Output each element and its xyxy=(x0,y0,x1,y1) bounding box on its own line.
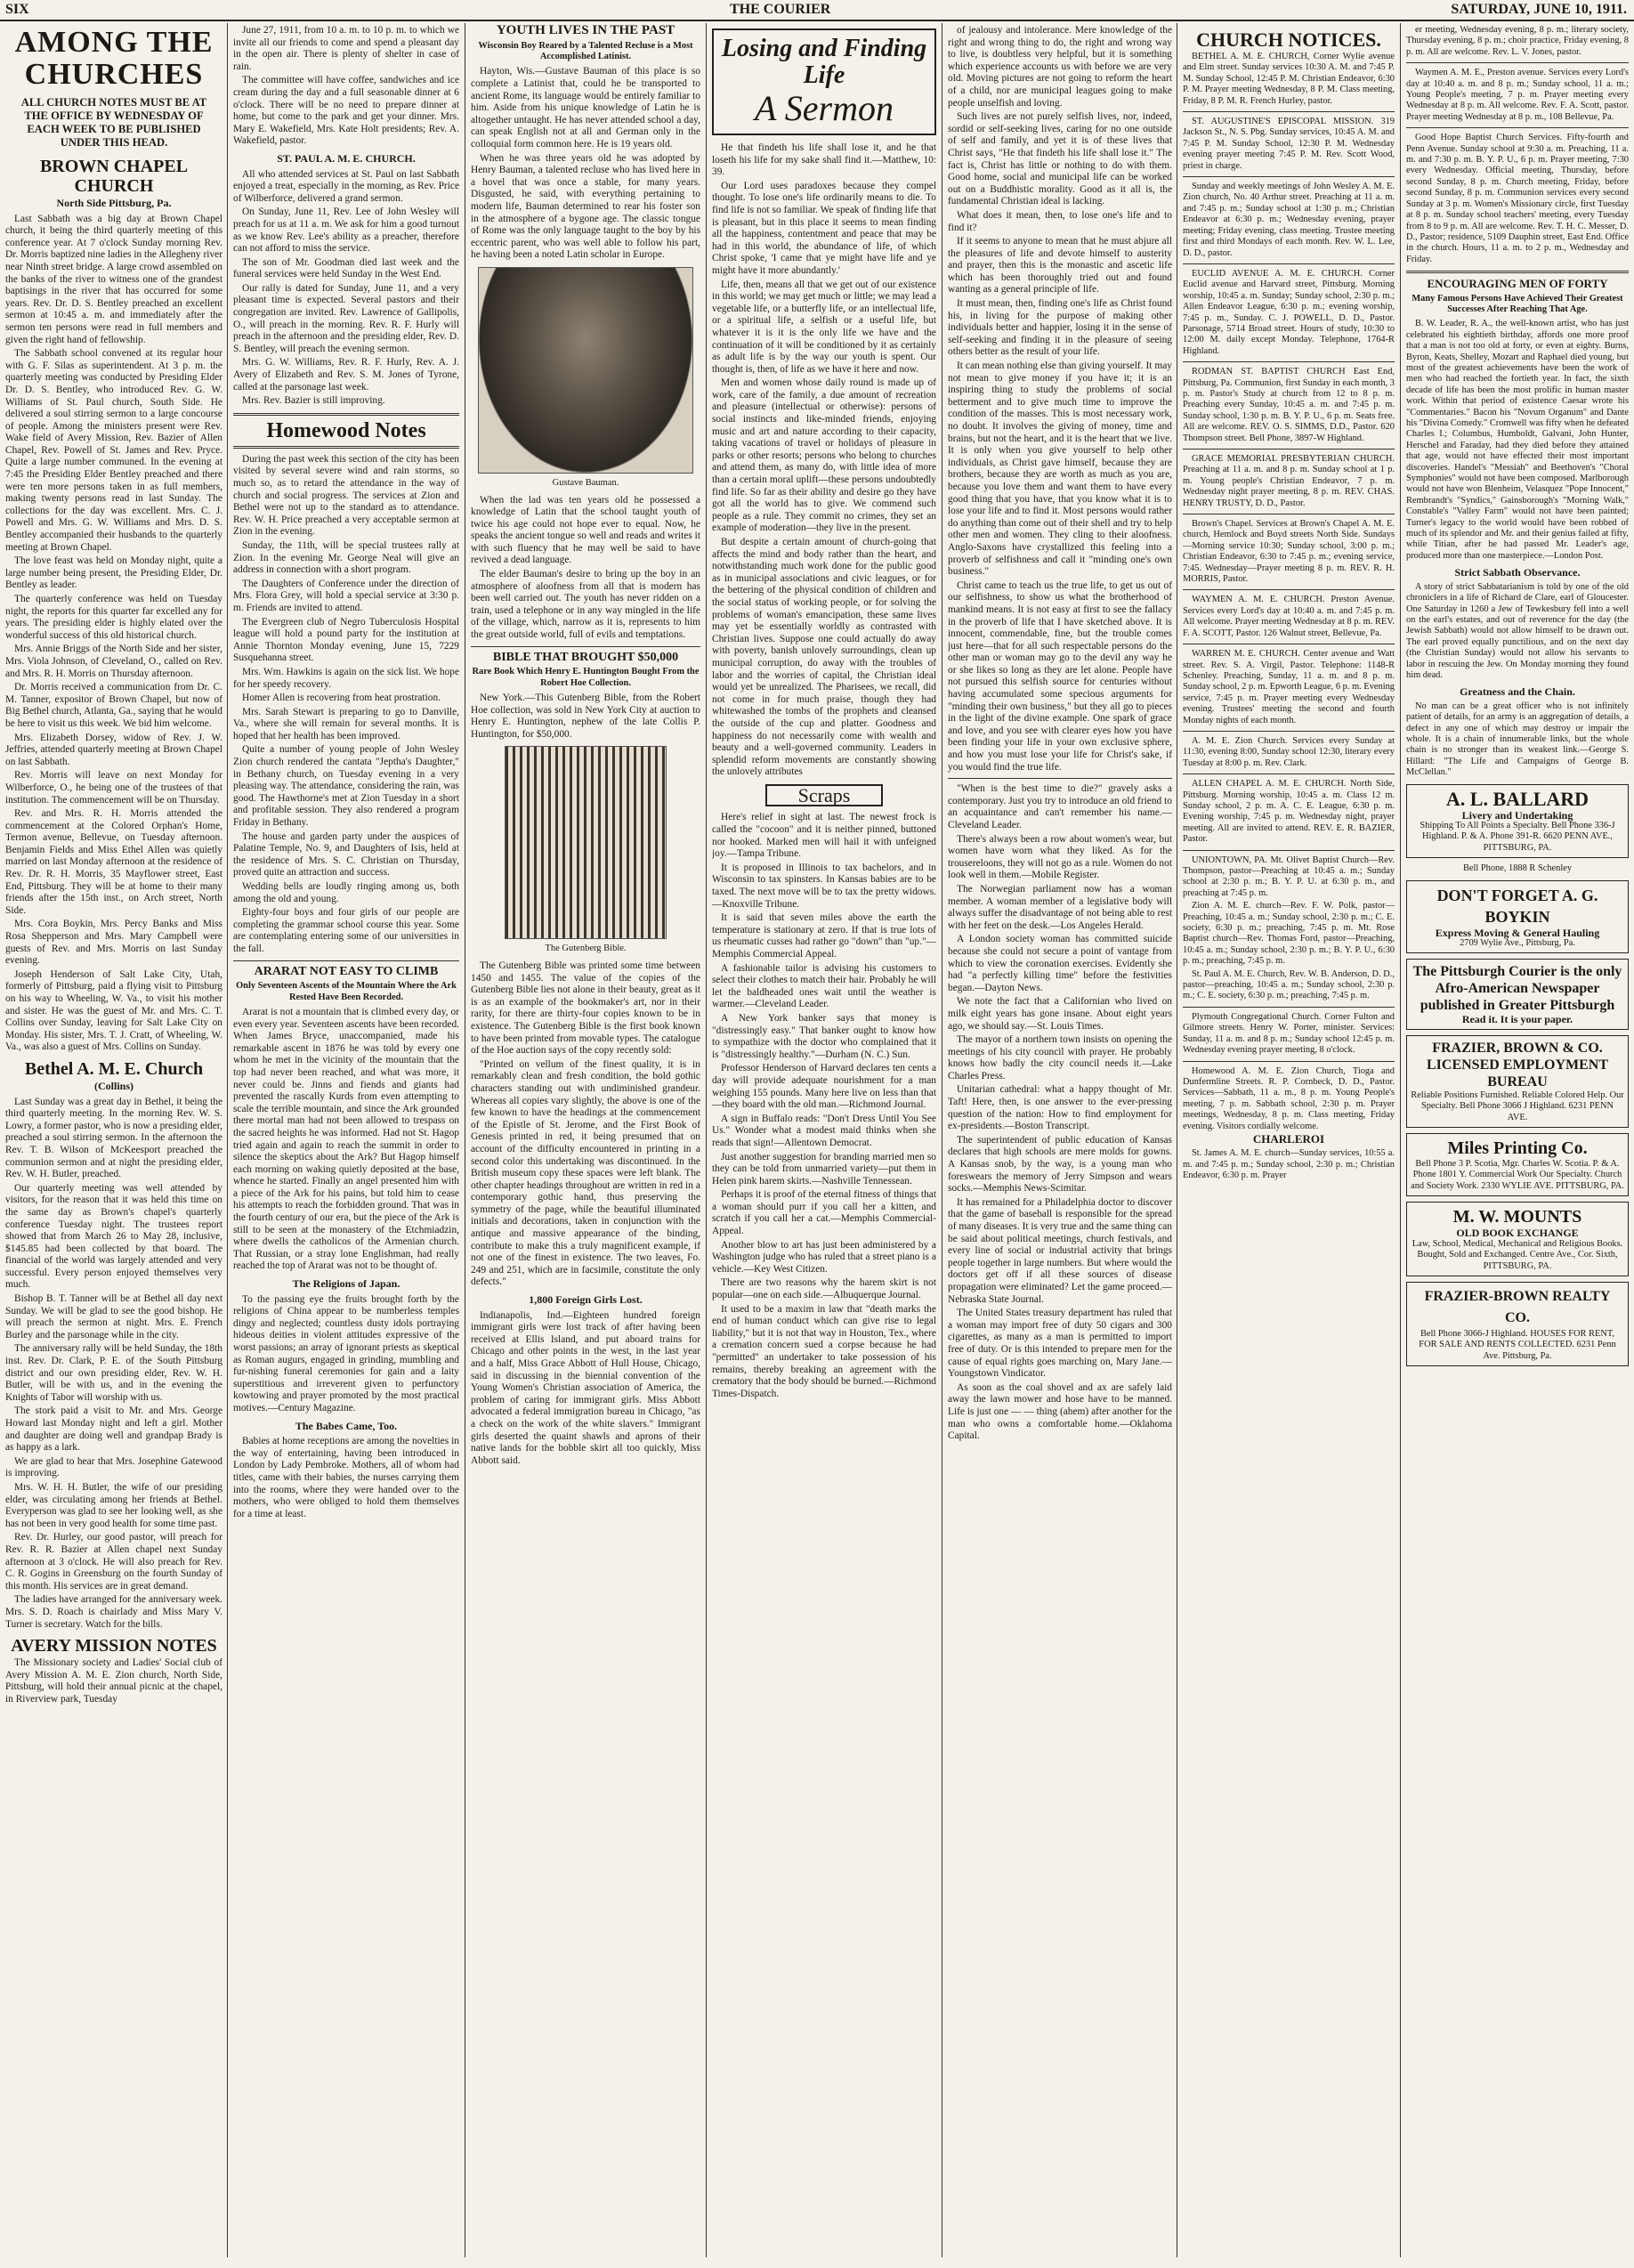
article-paragraph: The love feast was held on Monday night, quite a large number being present, the Presiding Elder, Dr. Bentley as leader. xyxy=(5,555,222,591)
article-paragraph: Mrs. Annie Briggs of the North Side and her sister, Mrs. Viola Johnson, of Cleveland, O., called on Rev. and Mrs. R. H. Morris on Thursday afternoon. xyxy=(5,644,222,679)
divider xyxy=(233,413,459,416)
divider xyxy=(1183,1061,1395,1062)
ad-text: Law, School, Medical, Mechanical and Religious Books. Bought, Sold and Exchanged. Centre Ave., Cor. Sixth, PITTSBURG, PA. xyxy=(1412,1238,1623,1271)
column-rule xyxy=(706,23,707,2257)
article-paragraph: Rev. Morris will leave on next Monday for Wilberforce, O., he being one of the trustees of that institution. The commencement will be on Thursday. xyxy=(5,770,222,806)
column-5 xyxy=(948,25,1172,2250)
page-number: SIX xyxy=(5,2,29,17)
divider xyxy=(1183,850,1395,851)
realty-ad xyxy=(1406,1282,1629,1366)
church-listing: St. James A. M. E. church—Sunday services, 10:55 a. m. and 7:45 p. m.; Sunday school, 2:30 p. m.; Christian Endeavor, 6:30 p. m. Prayer xyxy=(1183,1148,1395,1181)
church-listing: Zion A. M. E. church—Rev. F. W. Polk, pastor—Preaching, 10:45 a. m.; Sunday school, 2:30 p. m.; C. E. society, 6:30 p. m.; preaching, 7:45 p. m. Mt. Rose Baptist church—Rev. Thomas Ford, pastor—Preaching, 10:45 a. m.; Sunday school, 2:30 p. m.; B. Y. P. U., 6:30 p. m.; preaching, 7:45 p. m. xyxy=(1183,901,1395,967)
divider xyxy=(1183,361,1395,362)
church-listing: RODMAN ST. BAPTIST CHURCH East End, Pittsburg, Pa. Communion, first Sunday in each month, 3 p. m. Pastor's Study at church from 12 to 8 p. m. Preaching every Sunday, 10:45 a. m. and 7:45 p. m. Sunday school, 1:30 p. m. B. Y. P. U., 6 p. m. Seats free. All are welcome. REV. O. S. SIMMS, D.D., Pastor. 620 Thompson street. Bell Phone, 3897-W Highland. xyxy=(1183,367,1395,443)
ad-title: The Pittsburgh Courier is the only Afro-American Newspaper published in Greater Pittsburgh xyxy=(1412,964,1622,1014)
scrap-item: A London society woman has committed suicide because she could not secure a point of vantage from which to view the coronation exercises. Evidently she had "a perfectly killing time" before the festivities began.—Dayton News. xyxy=(948,934,1172,993)
frazier-brown-ad xyxy=(1406,1035,1629,1128)
charleroi-heading: CHARLEROI xyxy=(1252,1131,1325,1146)
paper-name: THE COURIER xyxy=(730,2,831,17)
ad-text: Bell Phone 3066-J Highland. HOUSES FOR RENT, FOR SALE AND RENTS COLLECTED. 6231 Penn Ave. Pittsburg, Pa. xyxy=(1419,1328,1616,1361)
divider xyxy=(1183,176,1395,177)
ad-text: Bell Phone 3 P. Scotia, Mgr. Charles W. Scotia. P. & A. Phone 1801 Y. Commercial Work Our Specialty. Church and Society Work. 2330 WYLIE AVE. PITTSBURG, PA. xyxy=(1411,1159,1624,1191)
article-paragraph: It must mean, then, finding one's life as Christ found his, in living for the purpose of making other individuals better and happier, losing it in the sense of self-seeking and finding it in the pleasure of seeing others better as the result of your life. xyxy=(948,298,1172,358)
column-4 xyxy=(712,25,936,2250)
ad-title: Miles Printing Co. xyxy=(1447,1138,1588,1159)
church-listing: BETHEL A. M. E. CHURCH, Corner Wylie avenue and Elm street. Sunday services 10:30 A. M. and 7:45 P. M. Sunday School, 12:45 P. M. Christian Endeavor, 6:30 P. M. Prayer meeting Wednesday, 8 P. M. Class meeting, Friday, 8 P. M. R. French Hurley, pastor. xyxy=(1183,52,1395,106)
section-title: AMONG THE CHURCHES xyxy=(14,26,214,91)
article-paragraph: The ladies have arranged for the anniversary week. Mrs. S. D. Roach is chairlady and Miss Mary V. Turner is secretary. Watch for the bills. xyxy=(5,1594,222,1630)
article-paragraph: Wedding bells are loudly ringing among us, both among the old and young. xyxy=(233,881,459,904)
scrap-item: Professor Henderson of Harvard declares ten cents a day will provide adequate nourishment for a man weighing 155 pounds. Many here live on less than that—they board with the old man.—Richmond Journal. xyxy=(712,1063,936,1111)
homewood-heading: Homewood Notes xyxy=(266,418,426,442)
scraps-heading: Scraps xyxy=(765,784,883,807)
divider xyxy=(1406,127,1629,128)
sermon-title: Losing and Finding Life xyxy=(721,35,927,89)
avery-mission-heading: AVERY MISSION NOTES xyxy=(11,1636,217,1656)
article-paragraph: Hayton, Wis.—Gustave Bauman of this place is so complete a Latinist that, could he be transported to ancient Rome, its language would be entirely familiar to him. Aside from his unique knowledge of Latin he is altogether untaught. He has never attended school a day, can speak English not at all and German only in the colloquial form common here. He is 19 years old. xyxy=(471,66,700,150)
gutenberg-bible-image xyxy=(505,746,667,939)
column-2 xyxy=(233,25,459,2250)
ararat-subheading: Only Seventeen Ascents of the Mountain Where the Ark Rested Have Been Recorded. xyxy=(236,981,457,1002)
st-paul-heading: ST. PAUL A. M. E. CHURCH. xyxy=(277,151,416,165)
article-paragraph: The Daughters of Conference under the direction of Mrs. Flora Grey, will hold a special service at 3:30 p. m. Friends are invited to attend. xyxy=(233,578,459,613)
ad-tagline: Read it. It is your paper. xyxy=(1461,1013,1573,1026)
church-listing: Waymen A. M. E., Preston avenue. Services every Lord's day at 10:40 a. m. and 8 p. m.; Sunday school, 11 a. m.; Young People's meeting, 7 p. m. Prayer meeting every Wednesday at 8 p. m. All welcome. Rev. F. A. Scott, pastor. Prayer meeting Wednesday at 8 p. m., 108 Bellevue, Pa. xyxy=(1406,68,1629,122)
scrap-item: Here's relief in sight at last. The newest frock is called the "cocoon" and it is neither pinned, buttoned nor hooked. Marked men will hail it with unfeigned joy.—Tampa Tribune. xyxy=(712,812,936,860)
mounts-ad xyxy=(1406,1202,1629,1276)
article-paragraph: Mrs. Sarah Stewart is preparing to go to Danville, Va., where she will remain for several months. It is hoped that her health has been improved. xyxy=(233,706,459,741)
youth-subheading: Wisconsin Boy Reared by a Talented Recluse is a Most Accomplished Latinist. xyxy=(478,40,693,61)
article-paragraph: The Gutenberg Bible was printed some time between 1450 and 1455. The value of the copies of the Gutenberg Bible lies not alone in their beauty, great as it is as an example of the bookmaker's art, nor in their rarity, for there are thirty-four copies known to be in existence. The Gutenberg Bible is the first book known to have been printed from movable types. The catalogue of the Hoe auction says of the copy recently sold: xyxy=(471,960,700,1057)
article-paragraph: Last Sabbath was a big day at Brown Chapel church, it being the third quarterly meeting of this conference year. At 7 o'clock Sunday morning Rev. Dr. Morris baptized nine ladies in the Allegheny river near Ninth street bridge. A large crowd assembled on the banks of the river to witness one of the grandest baptisings in the river that has occurred for some years. Rev. Dr. D. S. Bentley preached an excellent sermon at 10:45 a. m. and immediately after the sermon ten persons were read in full members and given the right hand of fellowship. xyxy=(5,213,222,345)
article-paragraph: The quarterly conference was held on Tuesday night, the reports for this quarter far excelled any for years. The presiding elder is highly elated over the wonderful success of this old historical church. xyxy=(5,594,222,641)
ad-title: FRAZIER-BROWN REALTY CO. xyxy=(1424,1288,1611,1325)
scrap-item: Perhaps it is proof of the eternal fitness of things that a woman should purr if you call her a kitten, and scratch if you call her a cat.—Memphis Commercial-Appeal. xyxy=(712,1189,936,1237)
ballard-ad xyxy=(1406,784,1629,859)
article-paragraph: But despite a certain amount of church-going that affects the mind and body rather than the heart, and notwithstanding much work done for the public good as in municipal associations and civic leagues, or for the bettering of the physical condition of children and the social status of working people, or for solving the problems of woman's emancipation, these same lives may yet be essentially worldly as contrasted with Christian lives. Suppose one could actually do away with poverty, banish unlovely surroundings, clean up municipal corruption, do away with the troubles of labor and the worries of capital, the Christian ideal would yet be unrealized. The Pharisees, we recall, did not come in for much praise, though they had whitewashed the tombs of the prophets and cleansed the outside of the cup and platter. Goodness and happiness do not necessarily come with wealth and beauty and a well-governed community. Leaders in splendid reform movements are constantly showing the unlovely attributes xyxy=(712,537,936,778)
scrap-item: A New York banker says that money is "distressingly easy." That banker ought to know how to sympathize with the doctor who complained that it is "distressingly healthy."—Durham (N. C.) Sun. xyxy=(712,1012,936,1060)
divider xyxy=(1183,111,1395,112)
article-paragraph: Our quarterly meeting was well attended by visitors, for the reason that it was held this time on the same day as Brown's chapel's quarterly conference Tuesday night. The trustees report showed that from March 26 to May 28, inclusive, $145.85 had been collected by that board. The financial of the world was largely attended and very successful. Every person enjoyed themselves very much. xyxy=(5,1182,222,1291)
article-paragraph: Babies at home receptions are among the novelties in the way of entertaining, having been introduced in London by Lady Pembroke. Mothers, all of whom had titles, came with their babies, the nurses carrying them into the rooms, where they were handed over to the mothers, who were obliged to hold them themselves for a time at least. xyxy=(233,1436,459,1519)
bethel-heading: Bethel A. M. E. Church xyxy=(24,1058,204,1079)
church-listing: ST. AUGUSTINE'S EPISCOPAL MISSION. 319 Jackson St., N. S. Pbg. Sunday services, 10:45 A. M. and 7:45 P. M. Sunday School, 12:30 P. M. Wednesday evening prayer meeting 7:45 P. M. Rev. Scott Wood, priest in charge. xyxy=(1183,117,1395,171)
youth-heading: YOUTH LIVES IN THE PAST xyxy=(496,25,675,37)
article-paragraph: The Missionary society and Ladies' Social club of Avery Mission A. M. E. Zion church, North Side, Pittsburg, will hold their annual picnic at the chapel, in Riverview park, Tuesday xyxy=(5,1657,222,1705)
ad-title: DON'T FORGET A. G. BOYKIN xyxy=(1436,886,1598,926)
ad-phone: Bell Phone, 1888 R Schenley xyxy=(1462,863,1573,874)
church-listing: Plymouth Congregational Church. Corner Fulton and Gilmore streets. Henry W. Porter, minister. Services: Sunday, 11 a. m. and 8 p. m.; Sunday school 12:45 p. m. Wednesday evening prayer meeting, 8 o'clock. xyxy=(1183,1011,1395,1056)
scrap-item: Unitarian cathedral: what a happy thought of Mr. Taft! Here, then, is one answer to the ever-pressing question of the nation: How to find employment for ex-presidents.—Boston Transcript. xyxy=(948,1084,1172,1132)
article-paragraph: What does it mean, then, to lose one's life and to find it? xyxy=(948,209,1172,233)
article-paragraph: Indianapolis, Ind.—Eighteen hundred foreign immigrant girls were lost track of after having been received at Ellis Island, and put aboard trains for Chicago and other points in the west, in the last year and a half, Miss Grace Abbott of Hull House, Chicago, said in discussing in the biennial convention of the Young Women's Christian association of America, the problem of caring for immigrant girls. Miss Abbott advocated a federal immigration bureau in Chicago, "as a check on the work of the white slavers." Immigrant girls deserted the quaint shawls and aprons of their native lands for the bobble skirt all too quickly, Miss Abbott said. xyxy=(471,1309,700,1466)
article-paragraph: Ararat is not a mountain that is climbed every day, or even every year. Seventeen ascents have been recorded. When James Bryce, unaccompanied, made his remarkable ascent in 1876 he was told by every one whom he met in the vicinity of the mountain that the top had never been reached, and what was more, it never could be. Jinns and fiends and giants had prevented the rascally Kurds from even attempting to scale the terrible mountain, and since the Ark grounded there mortal man had not been allowed to trespass on the sacred heights he was informed. Had not St. Hagop tried again and again to reach the summit in order to silence the skeptics about the Ark? But Hagop himself each morning on waking quietly deposited at the base, whence he started. Finally an angel presented him with a piece of the Ark for his pains, but told him to cease his attempts to reach the forbidden ground. That was in the fourth century of our era, but the piece of the Ark is still to be seen at the monastery of the Etchmiadzin, where dwells the catholicos of the Armenian church. That Russian, or a stray lone Englishman, had really reached the top of Ararat was not to be thought of. xyxy=(233,1006,459,1272)
church-listing: St. Paul A. M. E. Church, Rev. W. B. Anderson, D. D., pastor—preaching, 10:45 a. m.; Sunday school, 2:30 p. m.; C. E. society, 6:30 p. m.; preaching, 7:45 p. m. xyxy=(1183,968,1395,1001)
article-paragraph: When the lad was ten years old he possessed a knowledge of Latin that the school taught youth of twice his age could not hope ever to equal. Now, he speaks the ancient tongue so well and reads and writes it with such fluency that he may well be said to have revived a dead language. xyxy=(471,494,700,566)
divider xyxy=(1406,271,1629,273)
article-paragraph: No man can be a great officer who is not infinitely patient of details, for an army is an aggregation of details, a defect in any one of which may destroy or impair the whole. It is a chain of innumerable links, but the whole chain is no stronger than its weakest link.—George S. Hillard: "The Life and Campaigns of George B. McClellan." xyxy=(1406,701,1629,778)
column-rule xyxy=(227,23,228,2257)
scrap-item: The superintendent of public education of Kansas declares that high schools are mere molds for gowns. A Kansas snob, by the way, is a young man who foreswears the memory of Jerry Simpson and wears socks.—Memphis News-Scimitar. xyxy=(948,1134,1172,1195)
brown-chapel-subheading: North Side Pittsburg, Pa. xyxy=(56,197,172,209)
article-paragraph: Mrs. G. W. Williams, Rev. R. F. Hurly, Rev. A. J. Avery of Elizabeth and Rev. S. M. Jones of Tyrone, called at the parsonage last week. xyxy=(233,357,459,393)
sermon-title-box xyxy=(712,28,936,135)
men-of-forty-heading: ENCOURAGING MEN OF FORTY xyxy=(1427,277,1608,291)
article-paragraph: Eighty-four boys and four girls of our people are completing the grammar school course this year. Some are contemplating entering some of our universities in the fall. xyxy=(233,907,459,954)
article-paragraph: When he was three years old he was adopted by Henry Bauman, a talented recluse who has lived here in a hovel that was once a stable, for many years. Disgusted, he said, with everything pertaining to modern life, Bauman determined to rear his foster son in the atmosphere of a bygone age. The classic tongue of Rome was the only language taught to the boy by his eccentric parent, who was well able to follow his part, he having been a noted Latin scholar in Europe. xyxy=(471,152,700,261)
japan-heading: The Religions of Japan. xyxy=(292,1277,400,1291)
article-paragraph: of jealousy and intolerance. Mere knowledge of the right and wrong thing to do, the right and wrong way to live, is doubtless very helpful, but it is something which experience accounts us with before we are very old. Moving pictures are not going to reform the heart of a child, nor are municipal leagues going to make people unselfish and loving. xyxy=(948,25,1172,109)
ararat-heading: ARARAT NOT EASY TO CLIMB xyxy=(254,964,439,978)
article-paragraph: Sunday, the 11th, will be special trustees rally at Zion. In the evening Mr. George Neal will give an address in connection with a short program. xyxy=(233,539,459,576)
church-notices-heading: CHURCH NOTICES. xyxy=(1196,28,1381,51)
divider xyxy=(1183,731,1395,732)
article-paragraph: Such lives are not purely selfish lives, nor, indeed, sordid or self-seeking lives, caring for no one outside of self and family, and yet it is of these lives that Christ says, "He that findeth his life shall lose it." The fact is, Christ has little or nothing to do with them. Good home, social and municipal life can be worked out on a Buddhistic morality. Good as it all is, the fundamental Christian ideal is lacking. xyxy=(948,111,1172,207)
column-1 xyxy=(5,25,222,2250)
divider xyxy=(1183,263,1395,264)
article-paragraph: "Printed on vellum of the finest quality, it is in remarkably clean and fresh condition, the bold gothic characters standing out with undiminished grandeur. Whereas all copies vary slightly, the above is one of the few known to have the headings at the commencement of the Epistle of St. Jerome, and the First Book of Genesis printed in red, it being presumed that on account of the difficulty encountered in printing in a second color this undertaking was discontinued. In the British museum copy these spaces were left blank. The other chapter headings throughout are written in red in a contemporary gothic hand, thus preserving the symmetry of the page, while the beautiful illuminated initials and decorations, taken in conjunction with the antique and massive appearance of the binding, contribute to make this a truly magnificent example, if not one of the finest in existence. The two leaves, Fo. 249 and 251, which are in facsimile, constitute the only defects." xyxy=(471,1058,700,1288)
masthead xyxy=(0,0,1634,21)
article-paragraph: June 27, 1911, from 10 a. m. to 10 p. m. to which we invite all our friends to come and spend a pleasant day in the open air. There is plenty of shelter in case of rain. xyxy=(233,25,459,72)
divider xyxy=(1183,449,1395,450)
article-paragraph: Our rally is dated for Sunday, June 11, and a very pleasant time is expected. Several pastors and their congregation are invited. Rev. Lawrence of Gallipolis, O., will preach in the morning. Rev. R. F. Hurly will preach in the afternoon and the presiding elder, Rev. D. S. Bentley, will preach the evening sermon. xyxy=(233,282,459,354)
bible-heading: BIBLE THAT BROUGHT $50,000 xyxy=(492,650,679,664)
article-paragraph: Bishop B. T. Tanner will be at Bethel all day next Sunday. We will be glad to see the good bishop. He will preach the sermon at night. Mrs. E. French Burley and the parsonage while in the city. xyxy=(5,1293,222,1341)
church-listing: UNIONTOWN, PA. Mt. Olivet Baptist Church—Rev. Thompson, pastor—Preaching at 10:45 a. m.; Sunday school at 2:30 p. m.; B. Y. P. U. at 6:30 p. m., and preaching at 7:45 p. m. xyxy=(1183,855,1395,898)
scrap-item: There's always been a row about women's wear, but women have worn what they liked. As for the trousereloons, they will not go as a rule. Women do not look well in them.—Mobile Register. xyxy=(948,833,1172,881)
scrap-item: There are two reasons why the harem skirt is not popular—one on each side.—Albuquerque Journal. xyxy=(712,1277,936,1301)
article-paragraph: The committee will have coffee, sandwiches and ice cream during the day and a full seasonable dinner at 6 o'clock. There will be no need to prepare dinner at home, but come to the park and get your dinner. Mrs. Mary E. Wakefield, Mrs. Kate Holt presidents; Rev. A. Wakefield, pastor. xyxy=(233,75,459,147)
church-listing: WARREN M. E. CHURCH. Center avenue and Watt street. Rev. S. A. Virgil, Pastor. Telephone: 1148-R Schenley. Preaching, Sunday, 11 a. m. and 8 p. m. Sunday school, 2 p. m. Epworth League, 6 p. m. Evening service, 7:45 p. m. Prayer meeting every Wednesday evening. Trustees' meeting the second and fourth Monday nights of each month. xyxy=(1183,649,1395,725)
church-listing: EUCLID AVENUE A. M. E. CHURCH. Corner Euclid avenue and Harvard street, Pittsburg. Morning worship, 10:45 a. m. Sunday; Sunday school, 2:30 p. m.; Allen Endeavor League, 6:30 p. m.; evening worship, 7:45 p. m., Sunday. C. J. POWELL, D. D., Pastor. Parsonage, 5714 Broad street. Hours of study, 10:30 to 12:00 M. daily except Monday. Telephone, 1764-R Highland. xyxy=(1183,268,1395,356)
article-paragraph: Rev. Dr. Hurley, our good pastor, will preach for Rev. R. R. Bazier at Allen chapel next Sunday afternoon at 3 o'clock. He will also preach for Rev. C. R. Gogins in Greensburg on the fourth Sunday of this month. His services are in great demand. xyxy=(5,1532,222,1592)
girls-heading: 1,800 Foreign Girls Lost. xyxy=(529,1293,643,1307)
church-listing: GRACE MEMORIAL PRESBYTERIAN CHURCH. Preaching at 11 a. m. and 8 p. m. Sunday school at 1 p. m. Young people's Christian Endeavor, 7 p. m. Wednesday night prayer meeting, 8 p. m. REV. CHAS. HENRY TRUSTY, D. D., Pastor. xyxy=(1183,454,1395,508)
article-paragraph: The anniversary rally will be held Sunday, the 18th inst. Rev. Dr. Clark, P. E. of the South Pittsburg district and our own presiding elder, Rev. W. H. Butler, will be with us, and in the evening the Knights of Tabor will worship with us. xyxy=(5,1343,222,1403)
article-paragraph: Quite a number of young people of John Wesley Zion church rendered the cantata "Jeptha's Daughter," in Bethany church, on Tuesday evening in a very pleasing way. The attendance, considering the rain, was good. The Hawthorne's met at Zion Tuesday in a short and profitable session. They also rendered a program Friday in Bethany. xyxy=(233,744,459,829)
article-paragraph: B. W. Leader, R. A., the well-known artist, who has just celebrated his eightieth birthday, affords one more proof that a man is not too old at forty, or even at eighty. Burns, Byron, Keats, Shelley, Mozart and Raphael died young, but most of the greatest achievements have been the work of men who had reached the fortieth year. In fact, the sixth decade of life has been the most prolific in human master work. Within that period of existence Caesar wrote his "Commentaries." Bacon his "Novum Organum" and Dante his "Divina Comedy." Cromwell was fifty when he defeated Charles I.; Columbus, Humboldt, Galvani, John Hunter, Herschel and Faraday, had they died before they attained that age, would not have effected their most important discoveries. Handel's "Messiah" and Beethoven's "Choral Symphonies" would not have been composed. Marlborough would not have won Blenheim, Velasquez "Pope Innocent," Rembrandt's "Syndics," Gainsborough's "Morning Walk," Constable's "Valley Farm" would not have been painted; Turner's legacy to the world would have been robbed of much of its splendor and Mr. and their genius failed at fifty, while Titian, after he had passed Mr. Leader's age, produced more than one masterpiece.—London Post. xyxy=(1406,319,1629,561)
column-rule xyxy=(1400,23,1401,2257)
divider xyxy=(233,960,459,961)
scrap-item: As soon as the coal shovel and ax are safely laid away the lawn mower and hose have to be manned. Life is just one — — thing (ahem) after another for the man who owns a comfortable home.—Oklahoma Capital. xyxy=(948,1381,1172,1442)
church-listing: A. M. E. Zion Church. Services every Sunday at 11:30, evening 8:00, Sunday school 12:30, literary every Tuesday at 8:00 p. m. Rev. Clark. xyxy=(1183,735,1395,768)
courier-ad xyxy=(1406,959,1629,1029)
article-paragraph: Christ came to teach us the true life, to get us out of our selfishness, to show us what the brotherhood of mankind means. It is not easy at first to see the fallacy in the proverb of life that I have sketched above. It is innocent, commendable, fine, but the trouble comes just here—that for all such respectable persons do the other man or woman may go to the devil any way he or she likes so long as they are let alone. People have not pursued this selfish source for centuries without having accumulated some specious arguments for "minding their own business," but they all go to pieces in the light of the divine example. One spark of grace and love, and you see with clearer eyes how you have been finding your life in your own exclusive sphere, and how you must lose your life for Christ's sake, if you would find the true life. xyxy=(948,579,1172,773)
church-listing: Brown's Chapel. Services at Brown's Chapel A. M. E. church, Hemlock and Boyd streets North Side. Sundays—Morning service 10:30; Sunday school, 3:00 p. m.; Christian Endeavor, 6:30 to 7:45 p. m.; evening service, 7:45. Wednesday—Prayer meeting 8 p. m. REV. R. H. MORRIS, Pastor. xyxy=(1183,519,1395,585)
article-paragraph: During the past week this section of the city has been visited by several severe wind and rain storms, so much so, as to retard the attendance in the way of church and social progress. The services at Zion and Bethel were not up to the standard as to attendance. Rev. W. H. Price preached a very acceptable sermon at Zion in the evening. xyxy=(233,453,459,538)
divider xyxy=(1183,1007,1395,1008)
bible-subheading: Rare Book Which Henry E. Huntington Bought From the Robert Hoe Collection. xyxy=(472,667,700,688)
ad-text: Reliable Positions Furnished. Reliable Colored Help. Our Specialty. Bell Phone 3066 J Highland. 6231 PENN AVE. xyxy=(1411,1089,1624,1122)
ad-tagline: Livery and Undertaking xyxy=(1461,808,1573,822)
article-paragraph: Dr. Morris received a communication from Dr. C. M. Tanner, expositor of Brown Chapel, but now of Big Bethel church, Atlanta, Ga., saying that he would be here to visit us this week. We bid him welcome. xyxy=(5,682,222,729)
men-of-forty-subheading: Many Famous Persons Have Achieved Their Greatest Successes After Reaching That Age. xyxy=(1412,293,1623,314)
scrap-item: We note the fact that a Californian who lived on milk eight years has gone insane. About eight years ago, we should say.—St. Louis Times. xyxy=(948,996,1172,1032)
portrait-image xyxy=(478,267,693,474)
ad-text: 2709 Wylie Ave., Pittsburg, Pa. xyxy=(1460,938,1575,949)
article-paragraph: On Sunday, June 11, Rev. Lee of John Wesley will preach for us at 11 a. m. We ask for him a good turnout as we know Rev. Lee's ability as a preacher, therefore can not afford to miss the service. xyxy=(233,207,459,255)
divider xyxy=(233,446,459,449)
portrait-caption: Gustave Bauman. xyxy=(552,477,619,488)
article-paragraph: Life, then, means all that we get out of our existence in this world; we may get much or little; we may lead a vegetable life, or a butterfly life, or an intellectual life, or a spiritual life, a selfish or a useful life, but whatever it is it is the only life we have and the continuation of it will be conditioned by it as certainly as adult life is by the way our youth is spent. Our thought is, then, of life as we have it here and now. xyxy=(712,279,936,375)
bethel-subheading: (Collins) xyxy=(93,1079,133,1092)
church-listing: er meeting, Wednesday evening, 8 p. m.; literary society, Thursday evening, 8 p. m.; choir practice, Friday evening, 8 p. m. All are welcome. Rev. L. V. Jones, pastor. xyxy=(1406,25,1629,57)
scrap-item: The Norwegian parliament now has a woman member. A woman member of a legislative body will always suffer the disadvantage of not being able to rest with her feet on the desk.—Los Angeles Herald. xyxy=(948,883,1172,931)
article-paragraph: To the passing eye the fruits brought forth by the religions of China appear to be numberless temples dingy and neglected; countless dusty idols portraying hideous deities in violent attitudes expressive of the worst passions; an array of ignorant priests as skeptical as Roman augurs, engaged in grinding, mumbling and fur-nishing funeral ceremonies for gain and a laity superstitious and irreverent given to perfunctory kowtowing and prayer promoted by the most practical motives.—Century Magazine. xyxy=(233,1293,459,1413)
ad-title: M. W. MOUNTS xyxy=(1452,1207,1582,1227)
article-paragraph: It can mean nothing else than giving yourself. It may not mean to give money if you have it; it is an inspiring thing to study the problems of social betterment and to give much time to improve the condition of the masses. This is most necessary work, no doubt. It involves the giving of money, time and brains, but not the heart, and it is the heart that we live. It is only when you give yourself to help other individuals, as Christ gave himself, because they are brothers, because they are worth as much as you are, because you love them and want them to have every good thing that you have, that you know what it is to lose your life and to find it. Most persons would rather do anything than come out of their shell and try to help other men and women. They cling to their aloofness. Anglo-Saxons have crystallized this feeling into a proverb of selfishness and call it "minding one's own business." xyxy=(948,360,1172,578)
article-paragraph: Mrs. Wm. Hawkins is again on the sick list. We hope for her speedy recovery. xyxy=(233,666,459,690)
church-listing: Good Hope Baptist Church Services. Fifty-fourth and Penn Avenue. Sunday school at 9:30 a. m. Preaching, 11 a. m. and 7:30 p. m. B. Y. P. U., 6 p. m. Prayer meeting, 7:30 every Wednesday. Official meeting, Thursday, before second Sunday, 8 p. m. Church meeting, Friday, before second Sunday, 8 p. m. Communion services every second Sunday at 3 p. m. Women's Missionary circle, first Tuesday at 8 p. m. Sunday school teachers' meeting, every Tuesday from 8 to 9 p. m. All are welcome. Rev. T. H. C. Messer, D. D., Pastor; residence, 5109 Dauphin street, East End. Office in the church. Hours, 11 a. m. to 2 p. m., Wednesday and Friday. xyxy=(1406,133,1629,264)
church-listing: Sunday and weekly meetings of John Wesley A. M. E. Zion church, No. 40 Arthur street. Preaching at 11 a. m. and 7:45 p. m.; Sunday school at 1:30 p. m.; Christian Endeavor at 6:30 p. m.; Wednesday evening, prayer meeting; Friday evening, class meeting. Trustee meeting first and third Mondays of each month. Rev. W. L. Lee, D. D., pastor. xyxy=(1183,182,1395,258)
article-paragraph: The Evergreen club of Negro Tuberculosis Hospital league will hold a pound party for the institution at Annie Thornton Monday evening, June 15, 7229 Susquehanna street. xyxy=(233,616,459,664)
sabbath-heading: Strict Sabbath Observance. xyxy=(1454,566,1581,579)
bible-caption: The Gutenberg Bible. xyxy=(545,944,627,954)
article-paragraph: Joseph Henderson of Salt Lake City, Utah, formerly of Pittsburg, paid a flying visit to Pittsburg on his way to Wheeling, W. Va., to visit his mother and sister. He was the guest of Mr. and Mrs. C. T. Collins over Sunday, leaving for Salt Lake City on Monday. His sister, Mrs. T. J. Cratt, of Wheeling, W. Va., was also a guest of Mrs. Collins on Sunday. xyxy=(5,968,222,1053)
article-paragraph: The house and garden party under the auspices of Palatine Temple, No. 9, and Daughters of Isis, held at the residence of Mrs. S. C. Christian on Thursday, proved quite an attraction and success. xyxy=(233,830,459,879)
church-listing: Homewood A. M. E. Zion Church, Tioga and Dunfermline Streets. R. P. Cornbeck, D. D., Pastor. Services—Sabbath, 11 a. m., 8 p. m. Young People's meeting, 7 p. m. Sabbath school, 2:30 p. m. Prayer meetings, Wednesday, 8 p. m. Class meeting, Friday evening. Visitors cordially welcome. xyxy=(1183,1065,1395,1131)
ad-title: FRAZIER, BROWN & CO. LICENSED EMPLOYMENT BUREAU xyxy=(1426,1040,1609,1089)
issue-date: SATURDAY, JUNE 10, 1911. xyxy=(1451,2,1627,17)
sermon-label: A Sermon xyxy=(755,88,894,128)
column-3 xyxy=(471,25,700,2250)
church-listing: WAYMEN A. M. E. CHURCH. Preston Avenue. Services every Lord's day at 10:40 a. m. and 7:45 p. m. All welcome. Prayer meeting Wednesday at 8 p. m. REV. F. A. SCOTT, Pastor. 126 Walnut street, Bellevue, Pa. xyxy=(1183,595,1395,638)
article-paragraph: All who attended services at St. Paul on last Sabbath enjoyed a treat, especially in the morning, as Rev. Price of Wilberforce, delivered a grand sermon. xyxy=(233,168,459,204)
article-paragraph: Mrs. Elizabeth Dorsey, widow of Rev. J. W. Jeffries, attended quarterly meeting at Brown Chapel on last Sabbath. xyxy=(5,732,222,767)
article-paragraph: The elder Bauman's desire to bring up the boy in an atmosphere of aloofness from all that is modern has been well carried out. The youth has never ridden on a train, used a telephone or in any way mingled in the life of the village, which, narrow as it is, represents to him the great outside world, full of evils and temptations. xyxy=(471,569,700,641)
article-paragraph: Last Sunday was a great day in Bethel, it being the third quarterly meeting. In the morning Rev. W. S. Lowry, a former pastor, who is now a presiding elder, preached a soul stirring sermon. In the afternoon the Rev. T. B. Wilson of McKeesport preached the communion sermon and at night the presiding elder, Rev. W. H. Butler, preached. xyxy=(5,1096,222,1180)
article-paragraph: Our Lord uses paradoxes because they compel thought. To lose one's life ordinarily means to die. To find life is not so familiar. We speak of finding life that is pleasant, but in this place it seems to mean finding all the happiness, contentment and peace that may be had in this world, the abundance of life, of which Christ spoke, 'I came that ye might have life and ye might have it more abundantly.' xyxy=(712,180,936,276)
article-paragraph: The Sabbath school convened at its regular hour with G. F. Silas as superintendent. At 3 p. m. the quarterly meeting was conducted by Presiding Elder Dr. D. S. Bentley, who introduced Rev. G. W. Williams of St. Paul church, South Side. He delivered a soul stirring sermon to a large concourse of people. Among the ministers present were Rev. Wake field of Avery Mission, Rev. Bazier of Allen Chapel, Rev. Powell of St. James and Rev. Pryce. Quite a large number communed. In the evening at 7:45 the Presiding Elder Bentley preached and there were ten more persons taken in as full members, making twenty persons read in last Sunday. The collections for the day was excellent. Mrs. C. J. Powell and Mrs. G. W. Williams and Mrs. D. S. Bentley accompanied their husbands to the quarterly meeting at Brown Chapel. xyxy=(5,348,222,553)
ad-text: Shipping To All Points a Specialty. Bell Phone 336-J Highland. P. & A. Phone 391-R. 6620 PENN AVE., PITTSBURG, PA. xyxy=(1420,821,1615,853)
scrap-item: A fashionable tailor is advising his customers to select their clothes to match their hair. Probably he will let the baldheaded ones wait until the weather is warmer.—Cleveland Leader. xyxy=(712,962,936,1010)
article-paragraph: The stork paid a visit to Mr. and Mrs. George Howard last Monday night and left a girl. Mother and daughter are doing well and grandpap Brady is as happy as a lark. xyxy=(5,1405,222,1454)
article-paragraph: New York.—This Gutenberg Bible, from the Robert Hoe collection, was sold in New York City at auction to Henry E. Huntington, nephew of the late Collis P. Huntington, for $50,000. xyxy=(471,693,700,740)
scrap-item: It used to be a maxim in law that "death marks the end of human conduct which can give rise to legal liability," but it is not that way in Houston, Tex., where a cremation concern sued a corpse because he had "permitted" an undertaker to take possession of his remains, thereby breaking an agreement with the crematory that the body should be burned.—Richmond Times-Dispatch. xyxy=(712,1303,936,1399)
miles-printing-ad xyxy=(1406,1133,1629,1196)
scrap-item: "When is the best time to die?" gravely asks a contemporary. Just you try to introduce an old friend to an acquaintance and can't remember his name.—Cleveland Leader. xyxy=(948,783,1172,830)
scrap-item: Another blow to art has just been administered by a Washington judge who has ruled that a street piano is a vehicle.—Key West Citizen. xyxy=(712,1239,936,1275)
article-paragraph: Mrs. W. H. H. Butler, the wife of our presiding elder, was circulating among her friends at Bethel. Everyperson was glad to see her looking well, as she has not been in very good health for some time past. xyxy=(5,1481,222,1529)
article-paragraph: Men and women whose daily round is made up of work, care of the family, a due amount of recreation and pleasure (intellectual or otherwise): persons of social instincts and like-minded friends, enjoying music and art and nature according to their capacity, taking vacations of travel or holidays of pleasure in parks or other resorts; persons who belong to churches and attend them, as many do, with little idea of more than a certain moral uplift—these persons undoubtedly find life. So far as their ability and desire go they have got all the world has to give. We commend such people as a rule. They commit no crimes, they set an example of moderation—they live in the present. xyxy=(712,377,936,534)
column-6 xyxy=(1183,25,1395,2250)
divider xyxy=(1406,62,1629,63)
article-paragraph: Homer Allen is recovering from heat prostration. xyxy=(242,693,441,704)
scrap-item: A sign in Buffalo reads: "Don't Dress Until You See Us." Wonder what a modest maid thinks when she reads that sign!—Allentown Democrat. xyxy=(712,1113,936,1148)
article-paragraph: We are glad to hear that Mrs. Josephine Gatewood is improving. xyxy=(5,1455,222,1479)
ad-tagline: Express Moving & General Hauling xyxy=(1435,926,1600,939)
scrap-item: Just another suggestion for branding married men so they can be told from unmarried variety—put them in Helen pink harem skirts.—Nashville Tennessean. xyxy=(712,1151,936,1187)
boykin-ad xyxy=(1406,880,1629,954)
brown-chapel-heading: BROWN CHAPEL CHURCH xyxy=(39,157,189,196)
babes-heading: The Babes Came, Too. xyxy=(295,1419,398,1432)
divider xyxy=(948,778,1172,779)
article-paragraph: If it seems to anyone to mean that he must abjure all the pleasures of life and devote himself to austerity and prayer, then this is the monastic and ascetic life which has been thoroughly tried out and found wanting as a general principle of life. xyxy=(948,236,1172,296)
scrap-item: It is proposed in Illinois to tax bachelors, and in Wisconsin to tax spinsters. In Kansas babies are to be taxed. The next move will be to tax the pretty widows.—Knoxville Tribune. xyxy=(712,862,936,910)
ad-title: A. L. BALLARD xyxy=(1445,787,1590,810)
scrap-item: It is said that seven miles above the earth the temperature is stationary at zero. If that is true lots of us rheumatic cusses had rather go "down" than "up."—Memphis Commercial Appeal. xyxy=(712,912,936,960)
article-paragraph: A story of strict Sabbatarianism is told by one of the old chroniclers in a life of Richard de Clare, earl of Gloucester. One Saturday in 1260 a Jew of Tewkesbury fell into a well on the earl's estates, and out of reverence for the day (the Jewish Sabbath) would not allow himself to be drawn out. The earl proved equally punctilious, and on the next day (the Christian Sunday) would not allow his servants to labor in rescuing the Jew. On Monday morning they found him dead. xyxy=(1406,581,1629,680)
scrap-item: The United States treasury department has ruled that a woman may import free of duty 50 cigars and 300 cigarettes, as many as a man is permitted to import free of duty. Or is this intended to prepare men for the cause of equal rights goes marching on, Mary Jane.—Youngstown Vindicator. xyxy=(948,1308,1172,1380)
article-paragraph: Mrs. Rev. Bazier is still improving. xyxy=(242,395,385,407)
scrap-item: The mayor of a northern town insists on opening the meetings of his city council with prayer. He probably knows how badly the city council needs it.—Lake Charles Press. xyxy=(948,1034,1172,1081)
article-paragraph: Mrs. Cora Boykin, Mrs. Percy Banks and Miss Rosa Shepperson and Mrs. Mary Campbell were guests of Rev. and Mrs. Morris on last Sunday evening. xyxy=(5,919,222,967)
divider xyxy=(471,646,700,647)
article-paragraph: Rev. and Mrs. R. H. Morris attended the commencement at the Colored Orphan's Home, Termon avenue, Bellevue, on Tuesday afternoon. Benjamin Fields and Miss Ethel Allen was quietly married on last Monday afternoon at the residence of Rev. Dr. R. H. Morris, 35 Mayflower street, East End, Pittsburg. They will be at home to their many friends after the 15th inst., on Arch street, North Side. xyxy=(5,808,222,916)
divider xyxy=(1183,589,1395,590)
church-listing: ALLEN CHAPEL A. M. E. CHURCH. North Side, Pittsburg. Morning worship, 10:45 a. m. Class 12 m. Sunday school, 2 p. m. A. C. E. League, 6:30 p. m. Evening worship, 7:45 p. m. Wednesday night, prayer meeting. All are invited to attend. REV. E. R. BAZIER, Pastor. xyxy=(1183,779,1395,845)
ad-tagline: OLD BOOK EXCHANGE xyxy=(1456,1227,1579,1240)
column-7 xyxy=(1406,25,1629,2250)
article-paragraph: The son of Mr. Goodman died last week and the funeral services were held Sunday in the West End. xyxy=(233,256,459,280)
submission-notice: ALL CHURCH NOTES MUST BE AT THE OFFICE BY WEDNESDAY OF EACH WEEK TO BE PUBLISHED UNDER THIS HEAD. xyxy=(20,96,207,149)
scrap-item: It has remained for a Philadelphia doctor to discover that the game of baseball is responsible for the spread of many diseases. It is very true and the same thing can be said about political meetings, church festivals, and every line of social or industrial activity that brings people together in large numbers. But where would the doctors get off if all these sources of disease propagation were eliminated? Let the game proceed.—Nebraska State Journal. xyxy=(948,1196,1172,1305)
article-paragraph: He that findeth his life shall lose it, and he that loseth his life for my sake shall find it.—Matthew, 10: 39. xyxy=(712,142,936,178)
greatness-heading: Greatness and the Chain. xyxy=(1460,685,1575,699)
